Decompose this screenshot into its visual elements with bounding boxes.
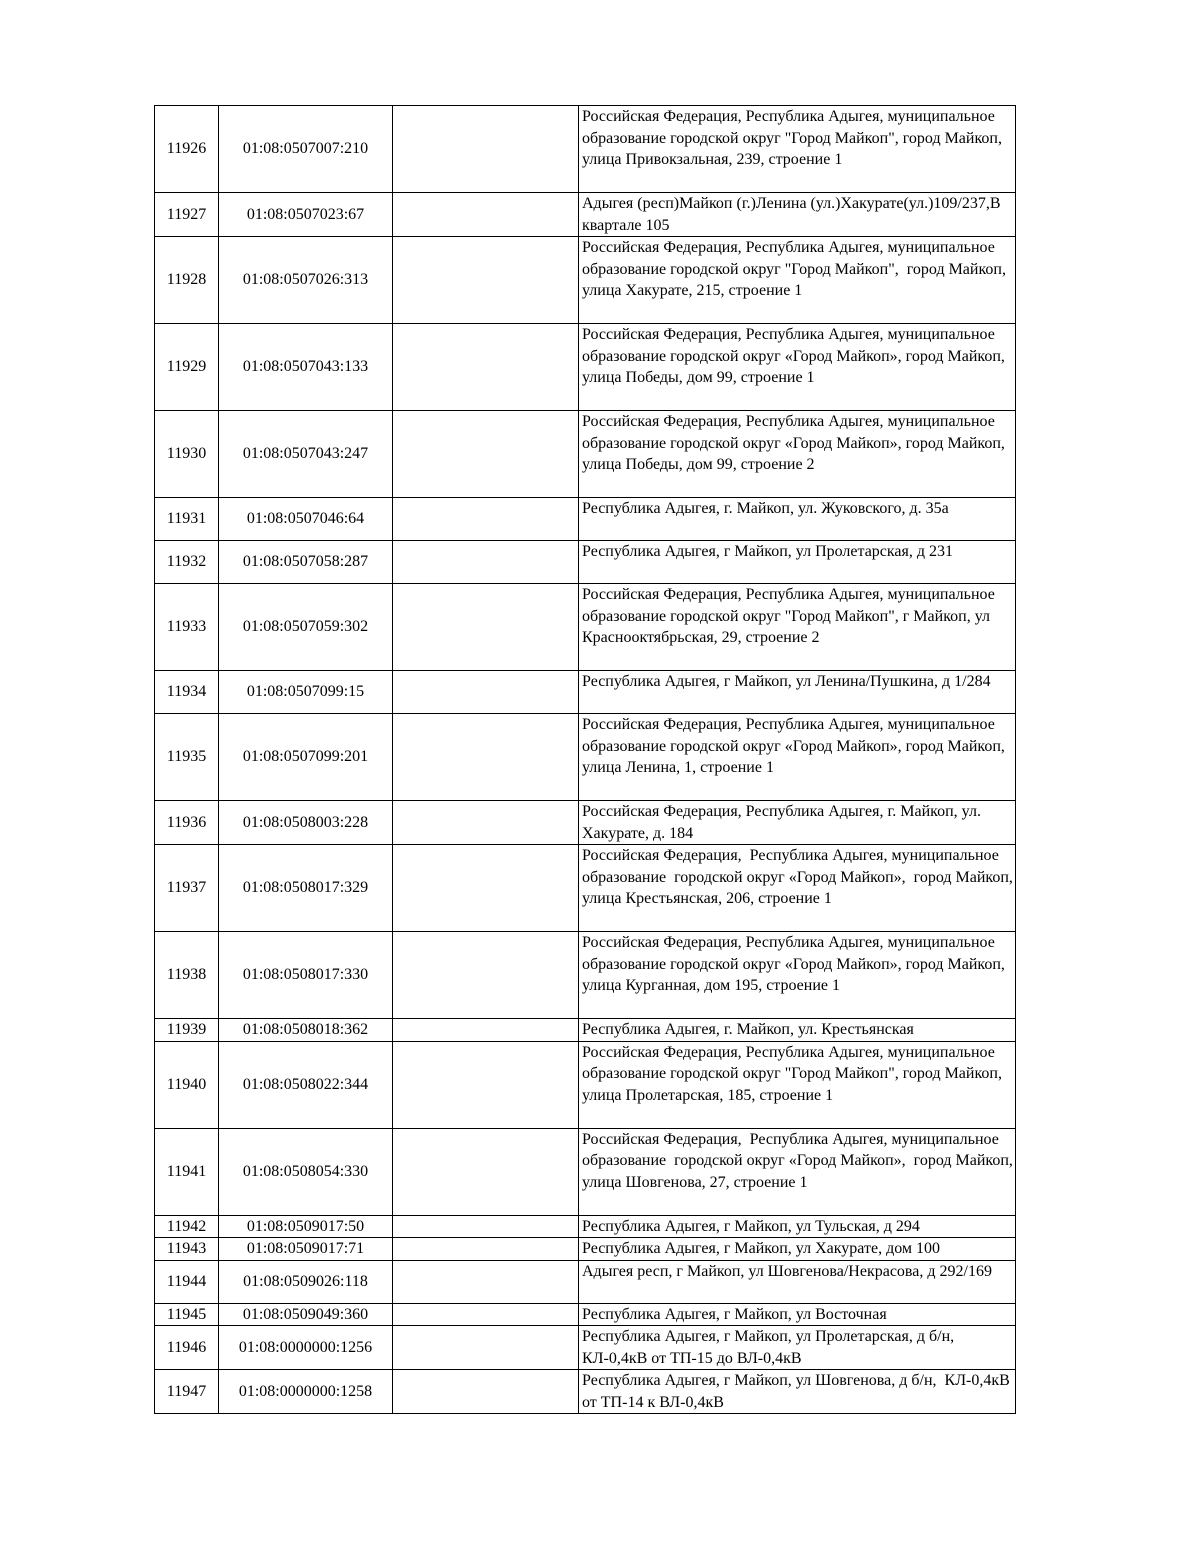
address-cell (579, 541, 1016, 584)
row-number-cell-text: 11947 (166, 1382, 207, 1400)
address-cell (579, 584, 1016, 671)
address-cell-text: Российская Федерация, Республика Адыгея, муниципальное образование городской округ «Город Майкоп», город Майкоп, улица Ленина, 1, строение 1 (582, 716, 1009, 776)
address-cell-text: Российская Федерация, Республика Адыгея, муниципальное образование городской округ "Город Майкоп", город Майкоп, улица Пролетарская, 185, строение 1 (582, 1043, 1006, 1104)
row-number-cell-text: 11943 (166, 1240, 207, 1257)
row-number-cell (155, 714, 219, 801)
empty-cell (393, 714, 579, 801)
row-number-cell (155, 1326, 219, 1370)
address-cell-text: Республика Адыгея, г Майкоп, ул Восточная (582, 1305, 887, 1323)
row-number-cell (155, 671, 219, 714)
empty-cell (393, 411, 579, 498)
table-row (155, 1303, 1016, 1326)
cadastral-number-cell (219, 411, 393, 498)
address-cell-text: Российская Федерация, Республика Адыгея, муниципальное образование городской округ «Город Майкоп», город Майкоп, улица Шовгенова, 27, строение 1 (582, 1130, 1017, 1191)
cadastral-number-cell (219, 1260, 393, 1303)
cadastral-number-cell-text: 01:08:0000000:1256 (238, 1338, 373, 1356)
cadastral-number-cell-text: 01:08:0507058:287 (242, 553, 369, 571)
address-cell (579, 193, 1016, 237)
table-row (155, 541, 1016, 584)
cadastral-number-cell (219, 1128, 393, 1215)
registry-table-body (155, 106, 1016, 1414)
row-number-cell (155, 1215, 219, 1238)
address-cell (579, 1238, 1016, 1261)
table-row (155, 1041, 1016, 1128)
row-number-cell (155, 1019, 219, 1042)
cadastral-number-cell (219, 1303, 393, 1326)
address-cell (579, 1303, 1016, 1326)
row-number-cell-text: 11941 (166, 1162, 207, 1180)
address-cell-text: Российская Федерация, Республика Адыгея, муниципальное образование городской округ "Город Майкоп", г Майкоп, ул Краснооктябрьская, 29, строение 2 (582, 586, 999, 646)
row-number-cell-text: 11930 (166, 445, 207, 463)
address-cell-text: Адыгея респ, г Майкоп, ул Шовгенова/Некрасова, д 292/169 (582, 1262, 992, 1280)
cadastral-number-cell-text: 01:08:0508018:362 (242, 1021, 369, 1038)
row-number-cell-text: 11929 (166, 358, 207, 376)
table-row (155, 1215, 1016, 1238)
row-number-cell (155, 1238, 219, 1261)
address-cell-text: Республика Адыгея, г Майкоп, ул Хакурате, дом 100 (582, 1240, 941, 1257)
row-number-cell-text: 11933 (166, 618, 207, 636)
registry-table (154, 105, 1016, 1414)
table-row (155, 411, 1016, 498)
row-number-cell-text: 11928 (166, 271, 207, 289)
table-row (155, 714, 1016, 801)
table-row (155, 193, 1016, 237)
cadastral-number-cell (219, 237, 393, 324)
cadastral-number-cell-text: 01:08:0509017:50 (246, 1217, 365, 1235)
address-cell-text: Республика Адыгея, г Майкоп, ул Пролетарская, д 231 (582, 543, 954, 560)
row-number-cell (155, 1303, 219, 1326)
table-row (155, 1260, 1016, 1303)
cadastral-number-cell (219, 1215, 393, 1238)
address-cell-text: Российская Федерация, Республика Адыгея, г. Майкоп, ул. Хакурате, д. 184 (582, 803, 985, 842)
empty-cell (393, 1370, 579, 1414)
row-number-cell (155, 106, 219, 193)
cadastral-number-cell (219, 1238, 393, 1261)
row-number-cell-text: 11946 (166, 1338, 207, 1356)
empty-cell (393, 106, 579, 193)
empty-cell (393, 1041, 579, 1128)
row-number-cell (155, 1128, 219, 1215)
table-row (155, 845, 1016, 932)
cadastral-number-cell-text: 01:08:0000000:1258 (238, 1382, 373, 1400)
cadastral-number-cell-text: 01:08:0507059:302 (242, 618, 369, 636)
row-number-cell (155, 237, 219, 324)
address-cell-text: Республика Адыгея, г Майкоп, ул Шовгенова, д б/н, КЛ-0,4кВ от ТП-14 к ВЛ-0,4кВ (582, 1372, 1014, 1411)
empty-cell (393, 1128, 579, 1215)
row-number-cell-text: 11940 (166, 1075, 207, 1093)
table-row (155, 106, 1016, 193)
row-number-cell (155, 411, 219, 498)
address-cell (579, 1215, 1016, 1238)
empty-cell (393, 1326, 579, 1370)
cadastral-number-cell (219, 932, 393, 1019)
row-number-cell-text: 11944 (166, 1272, 207, 1290)
empty-cell (393, 324, 579, 411)
row-number-cell-text: 11934 (166, 683, 207, 701)
row-number-cell (155, 1260, 219, 1303)
empty-cell (393, 1303, 579, 1326)
address-cell-text: Российская Федерация, Республика Адыгея, муниципальное образование городской округ «Город Майкоп», город Майкоп, улица Победы, дом 99, строение 2 (582, 413, 1009, 473)
empty-cell (393, 801, 579, 845)
table-row (155, 671, 1016, 714)
cadastral-number-cell (219, 498, 393, 541)
row-number-cell-text: 11932 (166, 553, 207, 571)
empty-cell (393, 541, 579, 584)
address-cell (579, 1128, 1016, 1215)
empty-cell (393, 1019, 579, 1042)
empty-cell (393, 584, 579, 671)
cadastral-number-cell-text: 01:08:0508017:330 (242, 966, 369, 984)
cadastral-number-cell-text: 01:08:0507043:133 (242, 358, 369, 376)
cadastral-number-cell (219, 106, 393, 193)
address-cell (579, 1260, 1016, 1303)
cadastral-number-cell-text: 01:08:0509049:360 (242, 1305, 369, 1323)
cadastral-number-cell (219, 845, 393, 932)
row-number-cell (155, 1041, 219, 1128)
row-number-cell-text: 11939 (166, 1021, 207, 1038)
table-row (155, 801, 1016, 845)
cadastral-number-cell-text: 01:08:0507023:67 (246, 205, 365, 223)
cadastral-number-cell (219, 714, 393, 801)
address-cell (579, 1019, 1016, 1042)
empty-cell (393, 1260, 579, 1303)
empty-cell (393, 1215, 579, 1238)
row-number-cell-text: 11931 (166, 510, 207, 528)
cadastral-number-cell (219, 1041, 393, 1128)
address-cell-text: Республика Адыгея, г. Майкоп, ул. Крестьянская (582, 1021, 914, 1038)
address-cell (579, 324, 1016, 411)
cadastral-number-cell-text: 01:08:0508003:228 (242, 813, 369, 831)
cadastral-number-cell (219, 324, 393, 411)
address-cell-text: Российская Федерация, Республика Адыгея, муниципальное образование городской округ "Город Майкоп", город Майкоп, улица Хакурате, 215, строение 1 (582, 239, 1010, 299)
cadastral-number-cell-text: 01:08:0507043:247 (242, 445, 369, 463)
cadastral-number-cell-text: 01:08:0508017:329 (242, 879, 369, 897)
row-number-cell-text: 11936 (166, 813, 207, 831)
table-row (155, 1128, 1016, 1215)
cadastral-number-cell-text: 01:08:0508054:330 (242, 1162, 369, 1180)
empty-cell (393, 237, 579, 324)
table-row (155, 1019, 1016, 1042)
address-cell (579, 801, 1016, 845)
row-number-cell (155, 584, 219, 671)
address-cell-text: Российская Федерация, Республика Адыгея, муниципальное образование городской округ "Город Майкоп", город Майкоп, улица Привокзальная, 239, строение 1 (582, 108, 1006, 168)
empty-cell (393, 193, 579, 237)
row-number-cell-text: 11942 (166, 1217, 207, 1235)
cadastral-number-cell (219, 541, 393, 584)
row-number-cell-text: 11926 (166, 140, 207, 158)
empty-cell (393, 498, 579, 541)
address-cell (579, 1041, 1016, 1128)
cadastral-number-cell-text: 01:08:0507007:210 (242, 140, 369, 158)
table-row (155, 584, 1016, 671)
table-row (155, 324, 1016, 411)
cadastral-number-cell-text: 01:08:0509026:118 (243, 1272, 368, 1290)
cadastral-number-cell (219, 193, 393, 237)
row-number-cell (155, 324, 219, 411)
cadastral-number-cell (219, 671, 393, 714)
address-cell (579, 1326, 1016, 1370)
address-cell-text: Российская Федерация, Республика Адыгея, муниципальное образование городской округ «Город Майкоп», город Майкоп, улица Победы, дом 99, строение 1 (582, 326, 1009, 386)
cadastral-number-cell (219, 1370, 393, 1414)
cadastral-number-cell-text: 01:08:0507026:313 (242, 271, 369, 289)
address-cell-text: Российская Федерация, Республика Адыгея, муниципальное образование городской округ «Город Майкоп», город Майкоп, улица Крестьянская, 206, строение 1 (582, 847, 1017, 907)
row-number-cell-text: 11945 (166, 1305, 207, 1323)
table-row (155, 237, 1016, 324)
address-cell-text: Республика Адыгея, г Майкоп, ул Пролетарская, д б/н, КЛ-0,4кВ от ТП-15 до ВЛ-0,4кВ (582, 1328, 959, 1367)
address-cell-text: Республика Адыгея, г. Майкоп, ул. Жуковского, д. 35а (582, 500, 949, 517)
table-row (155, 498, 1016, 541)
cadastral-number-cell (219, 1326, 393, 1370)
cadastral-number-cell-text: 01:08:0507099:15 (246, 683, 365, 701)
row-number-cell (155, 498, 219, 541)
cadastral-number-cell (219, 584, 393, 671)
table-row (155, 1326, 1016, 1370)
address-cell (579, 845, 1016, 932)
table-row (155, 1370, 1016, 1414)
address-cell (579, 714, 1016, 801)
table-row (155, 1238, 1016, 1261)
address-cell (579, 411, 1016, 498)
address-cell (579, 1370, 1016, 1414)
address-cell (579, 932, 1016, 1019)
cadastral-number-cell-text: 01:08:0507099:201 (242, 748, 369, 766)
address-cell (579, 498, 1016, 541)
empty-cell (393, 932, 579, 1019)
empty-cell (393, 845, 579, 932)
row-number-cell-text: 11935 (166, 748, 207, 766)
cadastral-number-cell (219, 1019, 393, 1042)
row-number-cell-text: 11927 (166, 205, 207, 223)
address-cell (579, 106, 1016, 193)
cadastral-number-cell-text: 01:08:0509017:71 (246, 1240, 365, 1257)
address-cell-text: Адыгея (респ)Майкоп (г.)Ленина (ул.)Хакурате(ул.)109/237,В квартале 105 (582, 195, 1005, 234)
row-number-cell-text: 11937 (166, 879, 207, 897)
address-cell-text: Республика Адыгея, г Майкоп, ул Ленина/Пушкина, д 1/284 (582, 673, 991, 690)
row-number-cell (155, 1370, 219, 1414)
empty-cell (393, 1238, 579, 1261)
row-number-cell (155, 541, 219, 584)
address-cell-text: Российская Федерация, Республика Адыгея, муниципальное образование городской округ «Город Майкоп», город Майкоп, улица Курганная, дом 195, строение 1 (582, 934, 1009, 994)
row-number-cell (155, 932, 219, 1019)
row-number-cell-text: 11938 (166, 966, 207, 984)
row-number-cell (155, 801, 219, 845)
address-cell (579, 671, 1016, 714)
cadastral-number-cell (219, 801, 393, 845)
row-number-cell (155, 193, 219, 237)
cadastral-number-cell-text: 01:08:0507046:64 (246, 510, 365, 528)
empty-cell (393, 671, 579, 714)
row-number-cell (155, 845, 219, 932)
address-cell (579, 237, 1016, 324)
address-cell-text: Республика Адыгея, г Майкоп, ул Тульская, д 294 (582, 1217, 920, 1235)
cadastral-number-cell-text: 01:08:0508022:344 (242, 1075, 369, 1093)
table-row (155, 932, 1016, 1019)
